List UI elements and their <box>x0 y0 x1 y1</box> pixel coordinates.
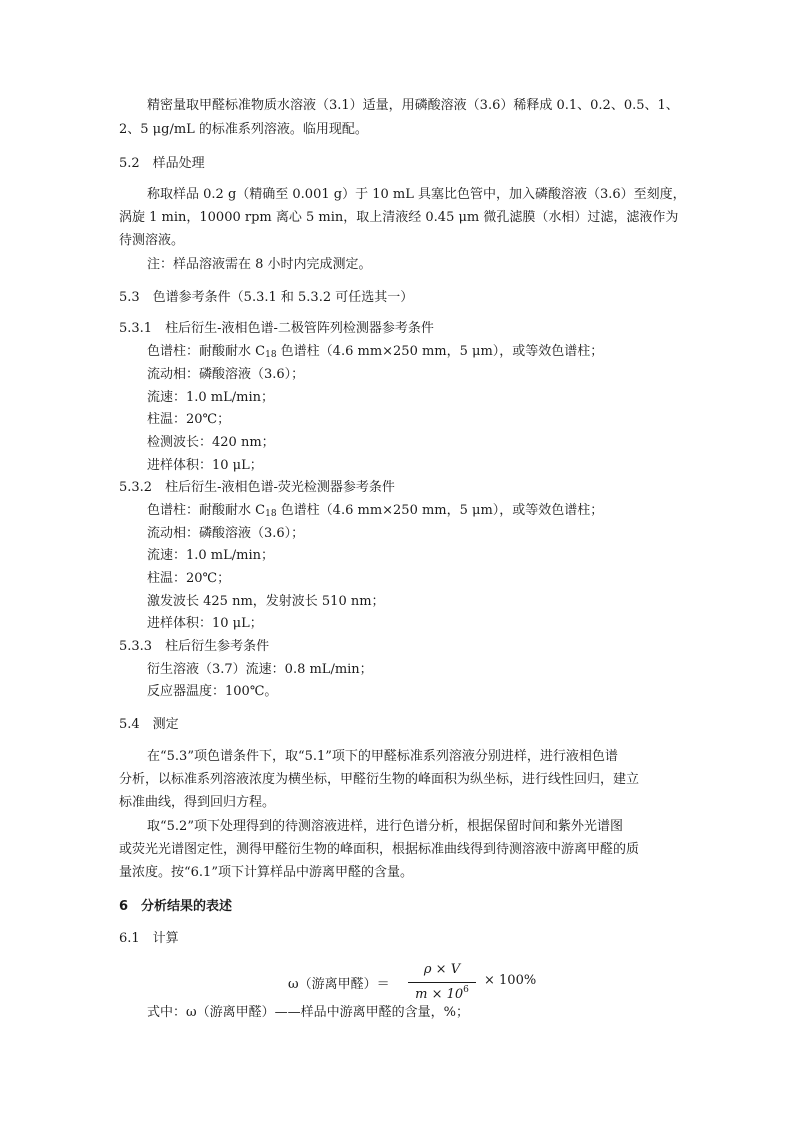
section-heading-6: 6 分析结果的表述 <box>119 899 233 914</box>
condition-wavelength: 检测波长：420 nm； <box>147 435 275 450</box>
condition-mobile-phase: 流动相：磷酸溶液（3.6）； <box>147 367 305 382</box>
paragraph-line: 称取样品 0.2 g（精确至 0.001 g）于 10 mL 具塞比色管中，加入磷酸溶液（3.6）至刻度， <box>147 187 686 202</box>
paragraph-line: 取“5.2”项下处理得到的待测溶液进样，进行色谱分析，根据保留时间和紫外光谱图 <box>147 819 623 834</box>
condition-column-temp: 柱温：20℃； <box>147 571 231 586</box>
condition-reactor-temp: 反应器温度：100℃。 <box>147 684 278 699</box>
formula-where-line: 式中：ω（游离甲醛）——样品中游离甲醛的含量，%； <box>147 1005 469 1020</box>
condition-column: 色谱柱：耐酸耐水 $C_{18}$ 色谱柱（4.6 mm×250 mm，5 μm），或等效色谱柱； <box>147 503 604 519</box>
paragraph-line: 在“5.3”项色谱条件下，取“5.1”项下的甲醛标准系列溶液分别进样，进行液相色谱 <box>147 749 618 764</box>
formula-numerator: ρ × V <box>423 962 461 977</box>
condition-flow-rate: 流速：1.0 mL/min； <box>147 548 275 563</box>
paragraph-line: 或荧光光谱图定性，测得甲醛衍生物的峰面积，根据标准曲线得到待测溶液中游离甲醛的质 <box>119 842 640 857</box>
condition-injection-volume: 进样体积：10 μL； <box>147 458 263 473</box>
section-heading-6-1: 6.1 计算 <box>119 931 179 946</box>
condition-derivative-flow: 衍生溶液（3.7）流速：0.8 mL/min； <box>147 662 373 677</box>
condition-flow-rate: 流速：1.0 mL/min； <box>147 390 275 405</box>
formula-lhs: ω（游离甲醛）＝ <box>288 977 390 992</box>
calculation-formula <box>288 962 537 1004</box>
condition-mobile-phase: 流动相：磷酸溶液（3.6）； <box>147 526 305 541</box>
section-heading-5-4: 5.4 测定 <box>119 717 179 732</box>
paragraph-line: 精密量取甲醛标准物质水溶液（3.1）适量，用磷酸溶液（3.6）稀释成 0.1、0.2、0.5、1、 <box>147 98 679 113</box>
condition-column: 色谱柱：耐酸耐水 $C_{18}$ 色谱柱（4.6 mm×250 mm，5 μm），或等效色谱柱； <box>147 344 604 360</box>
paragraph-line: 标准曲线，得到回归方程。 <box>119 795 276 810</box>
paragraph-line: 分析，以标准系列溶液浓度为横坐标，甲醛衍生物的峰面积为纵坐标，进行线性回归，建立 <box>119 772 640 787</box>
condition-column-temp: 柱温：20℃； <box>147 412 231 427</box>
paragraph-line: 量浓度。按“6.1”项下计算样品中游离甲醛的含量。 <box>119 865 413 880</box>
formula-fraction <box>406 962 478 1004</box>
paragraph-line: 2、5 μg/mL 的标准系列溶液。临用现配。 <box>119 122 368 137</box>
section-heading-5-3-3: 5.3.3 柱后衍生参考条件 <box>119 639 270 654</box>
section-heading-5-3: 5.3 色谱参考条件（5.3.1 和 5.3.2 可任选其一） <box>119 290 414 305</box>
fraction-bar <box>408 982 476 983</box>
formula-rhs: × 100% <box>484 973 537 988</box>
condition-injection-volume: 进样体积：10 μL； <box>147 616 263 631</box>
section-heading-5-3-2: 5.3.2 柱后衍生-液相色谱-荧光检测器参考条件 <box>119 480 395 495</box>
paragraph-line: 待测溶液。 <box>119 233 185 248</box>
condition-wavelength: 激发波长 425 nm，发射波长 510 nm； <box>147 594 385 609</box>
note-line: 注：样品溶液需在 8 小时内完成测定。 <box>147 257 372 272</box>
section-heading-5-2: 5.2 样品处理 <box>119 156 205 171</box>
paragraph-line: 涡旋 1 min，10000 rpm 离心 5 min，取上清液经 0.45 μm 微孔滤膜（水相）过滤，滤液作为 <box>119 210 679 225</box>
section-heading-5-3-1: 5.3.1 柱后衍生-液相色谱-二极管阵列检测器参考条件 <box>119 321 434 336</box>
formula-denominator: $m \times 10^6$ <box>415 985 469 1002</box>
